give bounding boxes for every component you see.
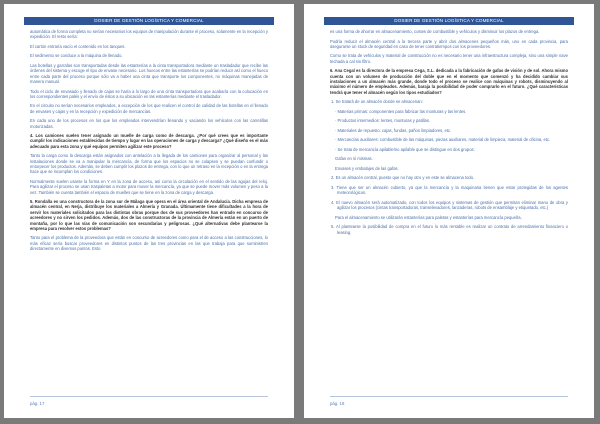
paragraph: El cartón entraría vacío el contenido en los tanques.	[30, 43, 126, 49]
paragraph: Tanto la carga como la descarga están asignados con antelación a la llegada de los camiones para organizar al personal y las instalaciones donde se va a manipular la mercancía, de forma que los espacios no se colapsen y se puedan confundir o entorpecer los productos. Además, se deben cumplir los plazos de entrega, con lo que un retraso en la recepción o en la entrega hace que se incumplan los condiciones.	[30, 153, 268, 175]
question-4: 4. Los camiones suelen tener asignado un muelle de carga como de descarga. ¿Por qué crees que es importante cumplir los indicaciones establecidas de tiempo y lugar en las operaciones de carga y descarga? ¿Qué diseño es el más adecuado para esta zona y qué equipos permiten agilizar este proceso?	[30, 133, 268, 149]
list-item: 5. Al plantearse la posibilidad de compra en el futuro lo más rentable es realizar un contrato de arrendamiento financiero o leasing.	[331, 224, 568, 235]
list-item: 3. Tiene que ser un almacén cubierto, ya que la mercancía y la maquinaria tienen que estar protegidas de los agentes meteorológicos.	[331, 184, 568, 196]
list-item: 2. Es un almacén central, puesto que no hay otro y en este se almacena todo.	[331, 175, 475, 181]
paragraph: Normalmente suelen usarse la forma en Y en la zona de acceso, así como la circulación en el sentido de las agujas del reloj. Para agilizar el proceso se usan traspaletas a motor para mover la mercancía, ya que se puede mover más volumen y peso a la vez. También se cuenta también el espacio de muelles que se tiene en la zona de carga y descarga.	[30, 178, 268, 195]
header-banner: DOSIER DE GESTIÓN LOGÍSTICA Y COMERCIAL	[324, 17, 574, 25]
list-item: · Productos intermedios: lentes, monturas y patillas.	[335, 118, 431, 124]
question-6: 6. Ana Cegal es la directora de la empresa Cega, S.L. dedicada a la fabricación de gafas de visión y de sol. Ahora mismo cuenta con un volumen de producción del doble que en el momento que comenzó y ha decidido cambiar sus instalaciones a un almacén más grande, donde todo el proceso se realice con máquinas y robots, disminuyendo al máximo el número de empleados. Además, baraja la posibilidad de poder comprarlo en el futuro. ¿Qué características tendrá que tener el almacén según los tipos estudiados?	[330, 68, 568, 95]
paragraph: Como se trata de vehículos y material de construcción no es necesario tener una infraestructura compleja, sino una simple nave techada a cal sin filtro.	[330, 53, 568, 64]
paragraph: En el circuito no serían necesarios empleados, a excepción de los que realicen el control de calidad de las botellas en el llenado de envases y cajas y en la recepción y expedición de mercancías.	[30, 103, 268, 114]
paragraph: Tanto para el problema de la proveedora que están en concurso de acreedores como para el de acceso a las construcciones, lo más eficaz sería buscar proveedores en distintos puntos de las tres provincias en las que trabaja para que suministren directamente en diversos puntos. Esto	[30, 235, 268, 252]
right-page-content	[330, 29, 568, 239]
list-item: · Materias primas: componentes para fabricar las monturas y las lentes.	[335, 108, 467, 114]
paragraph: es una forma de ahorrar en almacenamiento, costes de combustible y vehículos y disminuir los plazos de entrega.	[330, 29, 540, 34]
paragraph: Podría reducir el almacén central a la tercera parte y abrir dos almacenes pequeños más, uno en cada provincia, para asegurarse un stock de seguridad en caso de tener contratiempos con los proveedores.	[330, 38, 568, 49]
list-item: Gafas en sí mismas.	[335, 156, 373, 162]
list-item: · Mercancías auxiliares: combustible de las máquinas, piezas auxiliares, material de limpieza, material de oficina, etc.	[335, 137, 551, 143]
paragraph: Las botellas y garrafas son transportadas desde las estanterías a la cinta transportadora mediante un trasladador que recibe las órdenes del sistema y escoge el tipo de envase necesario. Los huecos entre las estanterías se podrían reducir así como el hueco entre cada parte del proceso porque sólo va a haber una cinta que transporte los componentes, no máquinas manejadas de manera manual.	[30, 62, 268, 84]
list-item: · Materiales de repuesto: cajas, fundas, paños limpiadores, etc.	[335, 127, 452, 133]
left-page	[4, 4, 294, 418]
list-item: 4. El nuevo almacén será automatizado, con todos los equipos y sistemas de gestión que permitan eliminar mano de obra y agilizar los procesos (cintas transportadoras, transelevadores, lanzaderas, robots de ensamblaje y etiquetado, etc.)	[331, 199, 568, 211]
right-page	[304, 4, 594, 418]
page-number: pág. 17	[30, 401, 45, 406]
paragraph: automática de forma completa no serían necesarios los equipos de manipulación durante el proceso, solamente en la recepción y expedición. El resto sería:	[30, 29, 268, 40]
footer-divider	[30, 396, 268, 397]
page-number: pág. 18	[330, 401, 345, 406]
paragraph: En cada uno de los procesos en los que los empleados intervendrían llenando y vaciando los vehículos con las carretillas motorizadas.	[30, 118, 268, 129]
paragraph: El sedimento se conduce a la máquina de llenado.	[30, 53, 123, 59]
header-banner: DOSIER DE GESTIÓN LOGÍSTICA Y COMERCIAL	[24, 17, 274, 25]
list-item: 1. Se tratará de un almacén donde se almacenan:	[331, 99, 423, 105]
left-page-content	[30, 29, 268, 256]
paragraph: Para el almacenamiento se utilizarán estanterías para paletas y estanterías para mercancía pequeña.	[335, 214, 522, 220]
list-item: · Se trata de mercancía apilable/no apilable que se distingue en dos grupos:	[335, 146, 475, 152]
list-item: Envases y embalajes de las gafas.	[335, 165, 399, 171]
footer-divider	[330, 396, 568, 397]
paragraph: Todo el ciclo de envasado y llenado de cajas se haría a lo largo de una cinta transportadora que acabaría con la colocación en los correspondientes palés y el envío de éstos a su ubicación en las estanterías mediante el trasladador.	[30, 88, 268, 99]
question-5: 5. Rondalla es una constructora de la zona sur de Málaga que opera en el área oriental de Andalucía. Dicha empresa de almacén central, en Nerja, distribuye los materiales a Almería y Granada. Últimamente tiene dificultades a la hora de servir los materiales solicitados para las distintas obras porque dos de sus proveedores han entrado en concurso de acreedores y no sirven los pedidos. Además, dos de las constructoras de la provincia de Almería están en un puerto de montaña, por lo que las vías de comunicación son secundarias y peligrosas. ¿Qué alternativas debe plantearse la empresa para resolver estos problemas?	[30, 199, 268, 231]
